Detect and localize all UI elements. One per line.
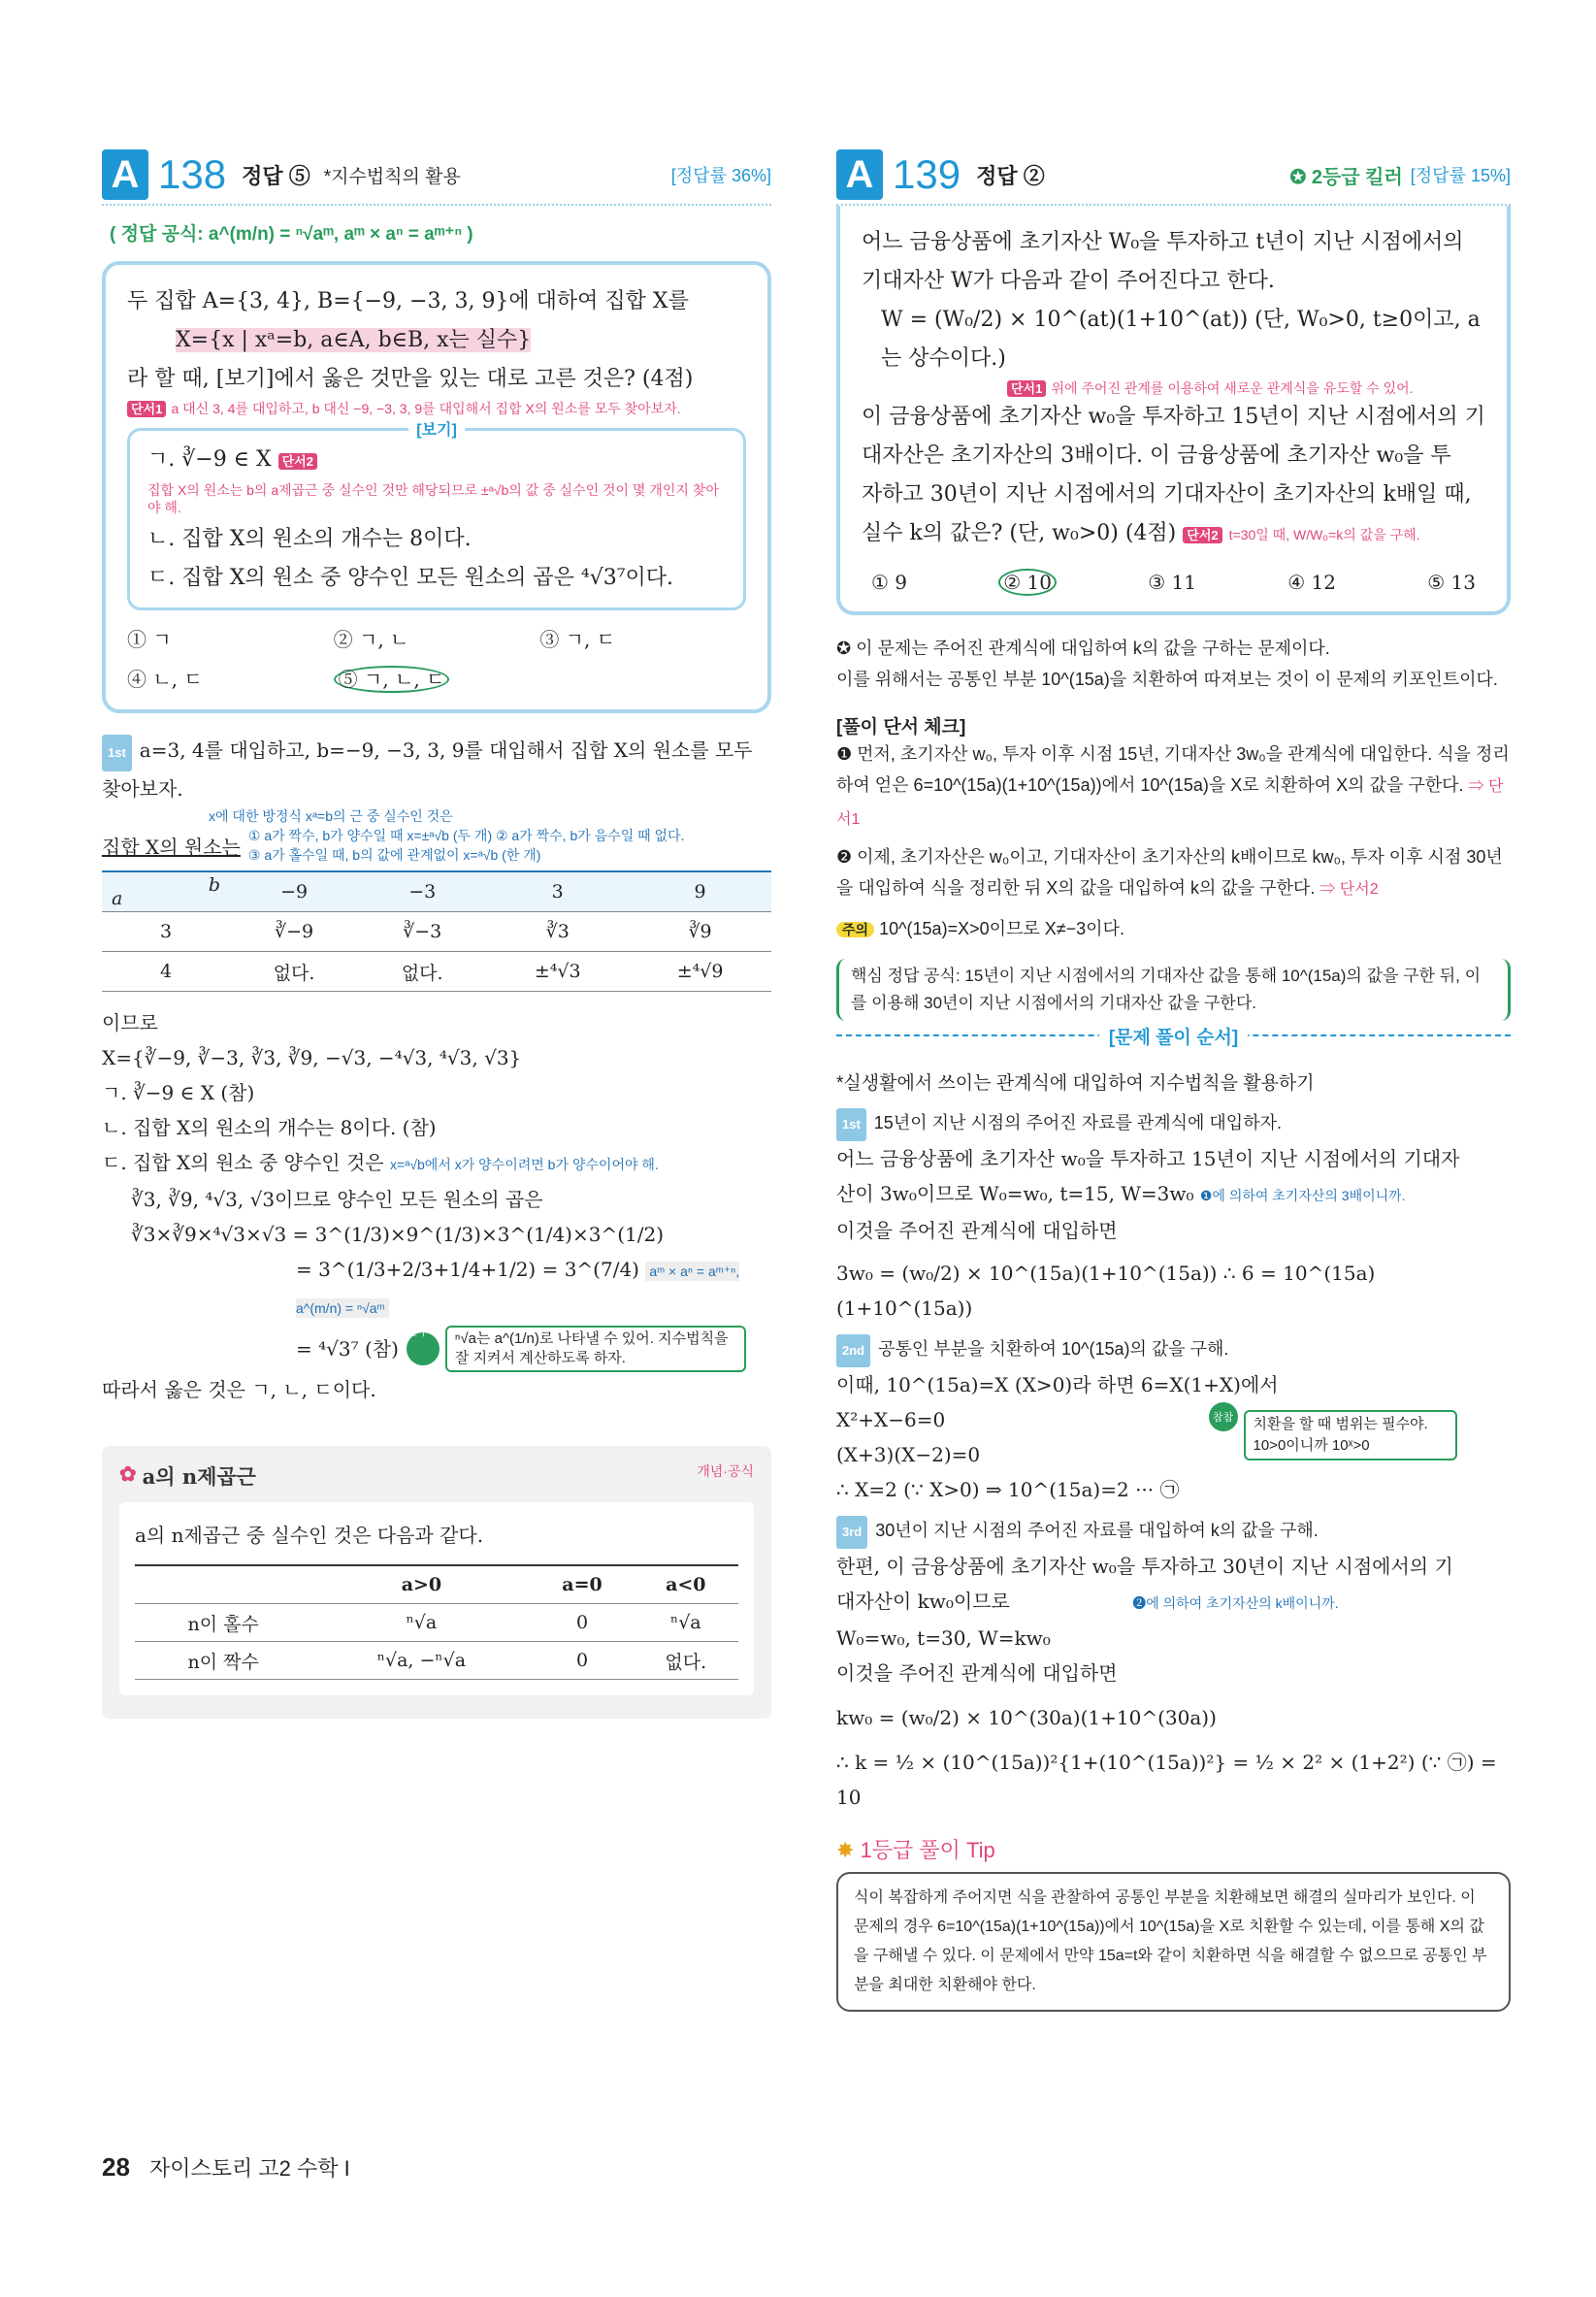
caution: 주의 10^(15a)=X>0이므로 X≠−3이다. [836, 913, 1511, 945]
table-cell: ⁿ√a, −ⁿ√a [311, 1642, 531, 1680]
step-2-line: ∴ X=2 (∵ X>0) ⇒ 10^(15a)=2 ··· ㉠ [836, 1478, 1180, 1501]
question-formula: W = (W₀/2) × 10^(at)(1+10^(at)) (단, W₀>0, t≥0이고, a는 상수이다.) [881, 308, 1481, 371]
step-3-line: 대자산이 kw₀이므로 ❷에 의하여 초기자산의 k배이니까. [836, 1590, 1339, 1613]
choice-4[interactable]: ④ ㄴ, ㄷ [127, 668, 203, 691]
choice-4[interactable]: ④ 12 [1287, 571, 1336, 594]
table-cell: ∛9 [629, 912, 771, 952]
table-cell: 없다. [634, 1642, 738, 1680]
step-1-equation: 3w₀ = (w₀/2) × 10^(15a)(1+10^(15a)) ∴ 6 = 10^(15a)(1+10^(15a)) [836, 1262, 1376, 1320]
answer-formula: ( 정답 공식: a^(m/n) = ⁿ√aᵐ, aᵐ × aⁿ = aᵐ⁺ⁿ ) [110, 224, 473, 245]
table-header: a=0 [531, 1565, 633, 1604]
bogi-item-2: ㄴ. 집합 X의 원소의 개수는 8이다. [147, 527, 472, 551]
page-footer [102, 2152, 350, 2182]
sol-note: x에 대한 방정식 xᵃ=b의 근 중 실수인 것은 [209, 808, 453, 824]
body-line: 이므로 [102, 1011, 158, 1034]
question-line: 어느 금융상품에 초기자산 W₀을 투자하고 t년이 지난 시점에서의 [862, 230, 1464, 254]
caution-tag: 주의 [836, 922, 874, 937]
table-header: 9 [629, 871, 771, 912]
answer-label: 정답 ⑤ [242, 163, 310, 188]
question-set-def: X={x | xᵃ=b, a∈A, b∈B, x는 실수} [176, 328, 532, 352]
sol-label-row [102, 826, 771, 865]
bee-icon: ✸ [836, 1838, 855, 1862]
question-line: 자하고 30년이 지난 시점에서의 기대자산이 초기자산의 k배일 때, [862, 482, 1472, 507]
sol-label: 집합 X의 원소는 [102, 836, 241, 859]
table-header-row [102, 871, 771, 912]
problem-header [836, 146, 1511, 206]
question-box [102, 261, 771, 713]
bogi-title: [보기] [408, 417, 465, 440]
table-header: 3 [486, 871, 629, 912]
choice-5[interactable] [334, 664, 540, 692]
table-cell: 없다. [230, 952, 358, 992]
choice-3[interactable]: ③ ㄱ, ㄷ [539, 628, 616, 651]
killer-badge: ✪ 2등급 킬러 [1289, 166, 1403, 188]
hint-1: 단서1 a 대신 3, 4를 대입하고, b 대신 −9, −3, 3, 9를 대입해서 집합 X의 원소를 모두 찾아보자. [127, 399, 746, 418]
question-box [836, 206, 1511, 615]
step-3-title: 3rd 30년이 지난 시점의 주어진 자료를 대입하여 k의 값을 구해. [836, 1515, 1511, 1549]
bogi-box [127, 422, 746, 610]
choice-2[interactable]: ② ㄱ, ㄴ [333, 628, 409, 651]
table-header [135, 1565, 311, 1604]
step-2-line: X²+X−6=0 [836, 1408, 946, 1431]
concept-box [102, 1446, 771, 1719]
table-row [102, 912, 771, 952]
step-2-title: 2nd 공통인 부분을 치환하여 10^(15a)의 값을 구해. [836, 1333, 1511, 1367]
table-cell: 0 [531, 1604, 633, 1642]
a-badge: A [836, 149, 883, 200]
concept-body [119, 1502, 754, 1695]
correct-rate: [정답률 36%] [670, 166, 771, 185]
table-cell: 없다. [358, 952, 486, 992]
table-cell: ∛3 [486, 912, 629, 952]
table-cell: ∛−9 [230, 912, 358, 952]
choice-list [862, 571, 1485, 594]
body-line: = 3^(1/3+2/3+1/4+1/2) = 3^(7/4) aᵐ × aⁿ = aᵐ⁺ⁿ, a^(m/n) = ⁿ√aᵐ [296, 1258, 740, 1316]
concept-table [135, 1564, 738, 1680]
choice-2[interactable] [998, 571, 1057, 594]
question-line: 대자산은 초기자산의 3배이다. 이 금융상품에 초기자산 w₀을 투 [862, 443, 1451, 468]
hint-1: 단서1 위에 주어진 관계를 이용하여 새로운 관계식을 유도할 수 있어. [862, 378, 1485, 398]
table-cell: ⁿ√a [311, 1604, 531, 1642]
ref-box: 치환을 할 때 범위는 필수야. 10>0이니까 10ˣ>0 [1244, 1410, 1457, 1460]
step-3-line: W₀=w₀, t=30, W=kw₀ [836, 1626, 1051, 1650]
choice-1[interactable]: ① ㄱ [127, 628, 172, 651]
concept-title: ✿ a의 n제곱근 개념·공식 [119, 1461, 754, 1489]
solution-body [102, 1005, 771, 1407]
choice-5[interactable]: ⑤ 13 [1427, 571, 1476, 594]
table-header: −9 [230, 871, 358, 912]
choice-list [127, 624, 746, 692]
hint-tag: 단서1 [127, 401, 166, 417]
a-badge: A [102, 149, 148, 200]
choice-3[interactable]: ③ 11 [1148, 571, 1196, 594]
step-2-block [836, 1402, 1511, 1507]
silsu-note: ⁿ√a는 a^(1/n)로 나타낼 수 있어. 지수법칙을 잘 지켜서 계산하도록 하자. [445, 1326, 746, 1372]
step-3-line: 이것을 주어진 관계식에 대입하면 [836, 1661, 1118, 1685]
bogi-item-3: ㄷ. 집합 X의 원소 중 양수인 모든 원소의 곱은 ⁴√3⁷이다. [147, 566, 674, 590]
step-3-line: 한편, 이 금융상품에 초기자산 w₀을 투자하고 30년이 지난 시점에서의 기 [836, 1555, 1453, 1578]
problem-138 [102, 146, 771, 1719]
body-line: X={∛−9, ∛−3, ∛3, ∛9, −√3, −⁴√3, ⁴√3, √3} [102, 1046, 522, 1069]
ref-note [1209, 1402, 1457, 1507]
sol-note-3: ③ a가 홀수일 때, b의 값에 관계없이 x=ᵃ√b (한 개) [247, 847, 541, 863]
table-header: −3 [358, 871, 486, 912]
step-1-line: 이것을 주어진 관계식에 대입하면 [836, 1219, 1118, 1242]
problem-number: 139 [893, 151, 961, 197]
body-line: ∛3×∛9×⁴√3×√3 = 3^(1/3)×9^(1/3)×3^(1/4)×3^(1/2) [131, 1223, 665, 1246]
step-tag: 1st [102, 735, 132, 771]
intro [836, 633, 1511, 695]
table-cell: ±⁴√9 [629, 952, 771, 992]
check-item-1: ❶ 먼저, 초기자산 w₀, 투자 이후 시점 15년, 기대자산 3w₀을 관계식에 대입한다. 식을 정리하여 얻은 6=10^(15a)(1+10^(15a))에서 10^(15a)을 X로 치환하여 X의 값을 구한다. ⇒ 단서1 [836, 744, 1510, 828]
answer-circle: ② 10 [998, 569, 1057, 596]
table-cell: ±⁴√3 [486, 952, 629, 992]
check-item-2: ❷ 이제, 초기자산은 w₀이고, 기대자산이 초기자산의 k배이므로 kw₀, 투자 이후 시점 30년을 대입하여 식을 정리한 뒤 X의 값을 대입하여 k의 값을 구한다. ⇒ 단서2 [836, 847, 1503, 898]
question-line: 기대자산 W가 다음과 같이 주어진다고 한다. [862, 269, 1275, 293]
table-header: a>0 [311, 1565, 531, 1604]
choice-1[interactable]: ① 9 [871, 571, 908, 594]
concept-tag: 개념·공식 [697, 1463, 754, 1479]
book-title: 자이스토리 고2 수학 I [149, 2156, 350, 2181]
table-cell: ⁿ√a [634, 1604, 738, 1642]
order-divider: [문제 풀이 순서] [836, 1034, 1511, 1063]
body-line: = ⁴√3⁷ (참) 실수 ⟲ ⁿ√a는 a^(1/n)로 나타낼 수 있어. 지수법칙을 잘 지켜서 계산하도록 하자. [102, 1326, 771, 1372]
question-line: 두 집합 A={3, 4}, B={−9, −3, 3, 9}에 대하여 집합 X를 [127, 289, 689, 313]
table-corner: a b [102, 871, 230, 912]
solution-step-1: 1st a=3, 4를 대입하고, b=−9, −3, 3, 9를 대입해서 집합 X의 원소를 모두 찾아보자. [102, 733, 771, 806]
correct-rate: [정답률 15%] [1410, 166, 1511, 185]
table-cell: 0 [531, 1642, 633, 1680]
table-header: a<0 [634, 1565, 738, 1604]
table-row [135, 1604, 738, 1642]
table-cell: n이 짝수 [135, 1642, 311, 1680]
concept-desc: a의 n제곱근 중 실수인 것은 다음과 같다. [135, 1524, 484, 1547]
intro-line: ✪ 이 문제는 주어진 관계식에 대입하여 k의 값을 구하는 문제이다. [836, 639, 1330, 658]
step-1-line: 산이 3w₀이므로 W₀=w₀, t=15, W=3w₀ ❶에 의하여 초기자산의 3배이니까. [836, 1182, 1406, 1205]
question-line: 이 금융상품에 초기자산 w₀을 투자하고 15년이 지난 시점에서의 기 [862, 405, 1485, 429]
step-2-line: 이때, 10^(15a)=X (X>0)라 하면 6=X(1+X)에서 [836, 1373, 1279, 1396]
step-3-equation: kw₀ = (w₀/2) × 10^(30a)(1+10^(30a)) [836, 1706, 1217, 1729]
table-cell: 4 [102, 952, 230, 992]
question-line: 라 할 때, [보기]에서 옳은 것만을 있는 대로 고른 것은? (4점) [127, 367, 694, 391]
check-title: [풀이 단서 체크] [836, 717, 966, 738]
body-line: ㄴ. 집합 X의 원소의 개수는 8이다. (참) [102, 1116, 437, 1139]
tip-title: ✸ 1등급 풀이 Tip [836, 1838, 995, 1862]
body-line: ㄱ. ∛−9 ∈ X (참) [102, 1081, 255, 1104]
table-cell: 3 [102, 912, 230, 952]
bogi-item-1: ㄱ. ∛−9 ∈ X 단서2 [147, 441, 726, 481]
answer-label: 정답 ② [976, 163, 1045, 188]
body-line: ㄷ. 집합 X의 원소 중 양수인 것은 x=ᵃ√b에서 x가 양수이려면 b가 양수이어야 해. [102, 1151, 659, 1174]
silsu-badge: 실수 ⟲ [407, 1332, 440, 1365]
step-3-equation: ∴ k = ½ × (10^(15a))²{1+(10^(15a))²} = ½ × 2² × (1+2²) (∵ ㉠) = 10 [836, 1751, 1497, 1809]
core-formula-box: 핵심 정답 공식: 15년이 지난 시점에서의 기대자산 값을 통해 10^(15a)의 값을 구한 뒤, 이를 이용해 30년이 지난 시점에서의 기대자산 값을 구한다. [836, 959, 1511, 1021]
question-line: 실수 k의 값은? (단, w₀>0) (4점) 단서2 t=30일 때, W/W₀=k의 값을 구해. [862, 521, 1420, 545]
body-line: ∛3, ∛9, ⁴√3, √3이므로 양수인 모든 원소의 곱은 [131, 1188, 543, 1211]
problem-139 [836, 146, 1511, 2012]
problem-number: 138 [158, 151, 227, 197]
step-1-line: 어느 금융상품에 초기자산 w₀을 투자하고 15년이 지난 시점에서의 기대자 [836, 1147, 1460, 1170]
ref-badge: 참참 [1209, 1402, 1238, 1431]
body-line: 따라서 옳은 것은 ㄱ, ㄴ, ㄷ이다. [102, 1378, 376, 1401]
tip-box: 식이 복잡하게 주어지면 식을 관찰하여 공통인 부분을 치환해보면 해결의 실마리가 보인다. 이 문제의 경우 6=10^(15a)(1+10^(15a))에서 10^(15a)을 X로 치환할 수 있는데, 이를 통해 X의 값을 구해낼 수 있다. 이 문제에서 만약 15a=t와 같이 치환하면 식을 해결할 수 없으므로 공통인 부분을 최대한 치환해야 한다. [836, 1872, 1511, 2012]
problem-header [102, 146, 771, 206]
sol-note-2: ① a가 짝수, b가 양수일 때 x=±ᵃ√b (두 개) ② a가 짝수, b가 음수일 때 없다. [247, 828, 685, 843]
table-cell: ∛−3 [358, 912, 486, 952]
table-header-row [135, 1565, 738, 1604]
table-row [135, 1642, 738, 1680]
subtitle: *실생활에서 쓰이는 관계식에 대입하여 지수법칙을 활용하기 [836, 1073, 1315, 1094]
root-table [102, 870, 771, 992]
step-1-title: 1st 15년이 지난 시점의 주어진 자료를 관계식에 대입하자. [836, 1107, 1511, 1141]
page-number: 28 [102, 2152, 130, 2182]
topic-label: *지수법칙의 활용 [323, 166, 461, 187]
table-cell: n이 홀수 [135, 1604, 311, 1642]
hint-2: 집합 X의 원소는 b의 a제곱근 중 실수인 것만 해당되므로 ±ᵃ√b의 값 중 실수인 것이 몇 개인지 찾아야 해. [147, 482, 719, 515]
intro-line: 이를 위해서는 공통인 부분 10^(15a)을 치환하여 따져보는 것이 이 문제의 키포인트이다. [836, 670, 1498, 689]
step-2-line: (X+3)(X−2)=0 [836, 1443, 981, 1466]
flower-icon: ✿ [119, 1461, 137, 1486]
table-row [102, 952, 771, 992]
answer-circle: ⑤ ㄱ, ㄴ, ㄷ [334, 666, 450, 693]
